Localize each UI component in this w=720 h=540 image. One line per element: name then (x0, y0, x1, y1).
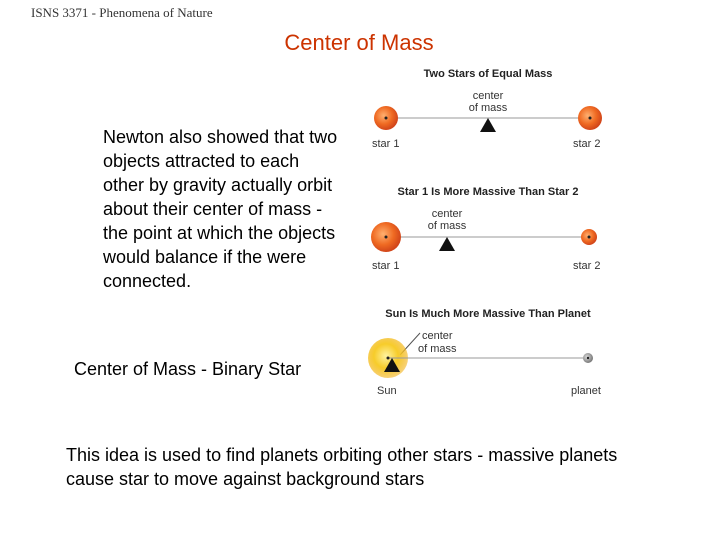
star-2-label: star 2 (573, 260, 601, 272)
diagram-caption: Center of Mass - Binary Star (74, 359, 302, 379)
star-2-label: star 2 (573, 138, 601, 150)
com-label-line2: of mass (418, 343, 457, 355)
sun-label: Sun (377, 385, 397, 397)
star-center-dot (385, 236, 388, 239)
planet-center-dot (587, 357, 589, 359)
panel-star1-more-massive (371, 186, 601, 272)
course-header: ISNS 3371 - Phenomena of Nature (31, 5, 213, 20)
star-1-label: star 1 (372, 138, 400, 150)
planet-label: planet (571, 385, 601, 397)
explanation-paragraph: Newton also showed that two objects attracted to each other by gravity actually orbit about their center of mass - the point at which the objects would balance if the were connected. (103, 127, 338, 291)
com-label-line1: center (431, 208, 463, 220)
panel-heading: Sun Is Much More Massive Than Planet (385, 308, 591, 320)
star-center-dot (589, 117, 592, 120)
panel-equal-mass (372, 68, 602, 150)
com-label-line2: of mass (427, 220, 467, 232)
slide-title-text: Center of Mass (284, 30, 434, 55)
center-of-mass-marker (439, 237, 455, 251)
bottom-text: This idea is used to find planets orbiting other stars - massive planets cause star to move against background stars (66, 445, 618, 489)
star-center-dot (588, 236, 591, 239)
com-label-line1: center (472, 90, 504, 102)
panel-heading: Star 1 Is More Massive Than Star 2 (397, 186, 579, 198)
com-label-line2: of mass (468, 102, 508, 114)
sun-center-dot (387, 357, 390, 360)
star-1-label: star 1 (372, 260, 400, 272)
panel-sun-and-planet (368, 308, 601, 397)
star-center-dot (385, 117, 388, 120)
com-label-line1: center (422, 330, 453, 342)
center-of-mass-marker (480, 118, 496, 132)
panel-heading: Two Stars of Equal Mass (423, 68, 553, 80)
